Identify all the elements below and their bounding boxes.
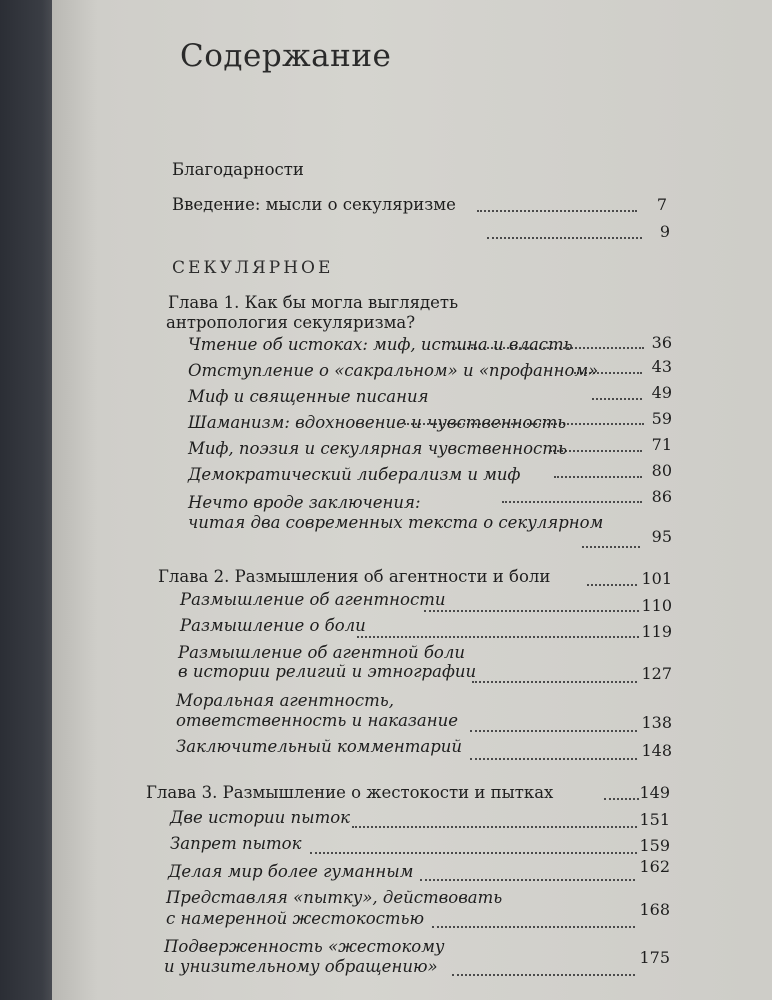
toc-page-number: 80 bbox=[651, 461, 672, 480]
chapter-1-item: читая два современных текста о секулярном bbox=[188, 513, 604, 532]
toc-page-number: 49 bbox=[651, 383, 672, 402]
toc-leader-dots bbox=[502, 499, 642, 503]
toc-page-number: 110 bbox=[641, 596, 672, 615]
chapter-3-item: Подверженность «жестокому bbox=[164, 937, 445, 956]
toc-page-number: 9 bbox=[659, 222, 670, 241]
chapter-1-item: Чтение об истоках: миф, истина и власть bbox=[188, 335, 573, 354]
chapter-2-item: Размышление о боли bbox=[180, 616, 366, 635]
chapter-3-item: Две истории пыток bbox=[170, 808, 351, 827]
toc-leader-dots bbox=[472, 679, 637, 683]
toc-leader-dots bbox=[424, 608, 639, 612]
chapter-2-item: в истории религий и этнографии bbox=[178, 662, 477, 681]
toc-page-number: 162 bbox=[639, 857, 670, 876]
toc-leader-dots bbox=[470, 756, 637, 760]
toc-page-number: 159 bbox=[639, 836, 670, 855]
section-heading: СЕКУЛЯРНОЕ bbox=[172, 258, 334, 278]
toc-page-number: 7 bbox=[656, 195, 667, 214]
chapter-1-item: Шаманизм: вдохновение и чувственность bbox=[188, 413, 567, 432]
chapter-1-item: Миф и священные писания bbox=[188, 387, 429, 406]
chapter-1-item: Отступление о «сакральном» и «профанном» bbox=[188, 361, 599, 380]
toc-entry-introduction: Введение: мысли о секуляризме bbox=[172, 195, 456, 214]
toc-page-number: 119 bbox=[641, 622, 672, 641]
chapter-1-item: Нечто вроде заключения: bbox=[188, 493, 421, 512]
toc-leader-dots bbox=[432, 924, 635, 928]
toc-page-number: 36 bbox=[651, 333, 672, 352]
toc-page-number: 43 bbox=[651, 357, 672, 376]
toc-leader-dots bbox=[554, 474, 642, 478]
toc-page-number: 138 bbox=[641, 713, 672, 732]
toc-leader-dots bbox=[352, 824, 637, 828]
chapter-1-title-line2: антропология секуляризма? bbox=[166, 313, 416, 332]
chapter-2-item: Заключительный комментарий bbox=[176, 737, 463, 756]
toc-leader-dots bbox=[357, 634, 639, 638]
toc-page-number: 151 bbox=[639, 810, 670, 829]
toc-page-number: 86 bbox=[651, 487, 672, 506]
chapter-2-item: Размышление об агентной боли bbox=[178, 643, 465, 662]
chapter-2-item: Моральная агентность, bbox=[176, 691, 394, 710]
chapter-3-title: Глава 3. Размышление о жестокости и пытках bbox=[146, 783, 554, 802]
toc-leader-dots bbox=[587, 582, 637, 586]
chapter-2-title: Глава 2. Размышления об агентности и боли bbox=[158, 567, 551, 586]
chapter-3-item: Запрет пыток bbox=[170, 834, 302, 853]
toc-page-number: 95 bbox=[651, 527, 672, 546]
toc-page-number: 149 bbox=[639, 783, 670, 802]
chapter-3-item: Представляя «пытку», действовать bbox=[166, 888, 503, 907]
chapter-3-item: с намеренной жестокостью bbox=[166, 909, 425, 928]
chapter-1-item: Демократический либерализм и миф bbox=[188, 465, 521, 484]
toc-leader-dots bbox=[310, 850, 637, 854]
chapter-3-item: Делая мир более гуманным bbox=[168, 862, 414, 881]
toc-page-number: 148 bbox=[641, 741, 672, 760]
chapter-2-item: ответственность и наказание bbox=[176, 711, 458, 730]
page-title: Содержание bbox=[180, 38, 392, 74]
toc-leader-dots bbox=[470, 728, 637, 732]
chapter-1-title-line1: Глава 1. Как бы могла выглядеть bbox=[168, 293, 459, 312]
toc-leader-dots bbox=[420, 877, 635, 881]
toc-leader-dots bbox=[477, 208, 637, 212]
book-spine-shadow bbox=[0, 0, 60, 1000]
toc-page-number: 127 bbox=[641, 664, 672, 683]
chapter-3-item: и унизительному обращению» bbox=[164, 957, 438, 976]
toc-page-number: 59 bbox=[651, 409, 672, 428]
book-page bbox=[52, 0, 772, 1000]
toc-leader-dots bbox=[487, 235, 642, 239]
toc-page-number: 168 bbox=[639, 900, 670, 919]
toc-page-number: 71 bbox=[651, 435, 672, 454]
toc-page-number: 175 bbox=[639, 948, 670, 967]
chapter-1-item: Миф, поэзия и секулярная чувственность bbox=[188, 439, 567, 458]
toc-page-number: 101 bbox=[641, 569, 672, 588]
toc-leader-dots bbox=[452, 972, 635, 976]
toc-entry-acknowledgements: Благодарности bbox=[172, 160, 304, 179]
chapter-2-item: Размышление об агентности bbox=[180, 590, 446, 609]
